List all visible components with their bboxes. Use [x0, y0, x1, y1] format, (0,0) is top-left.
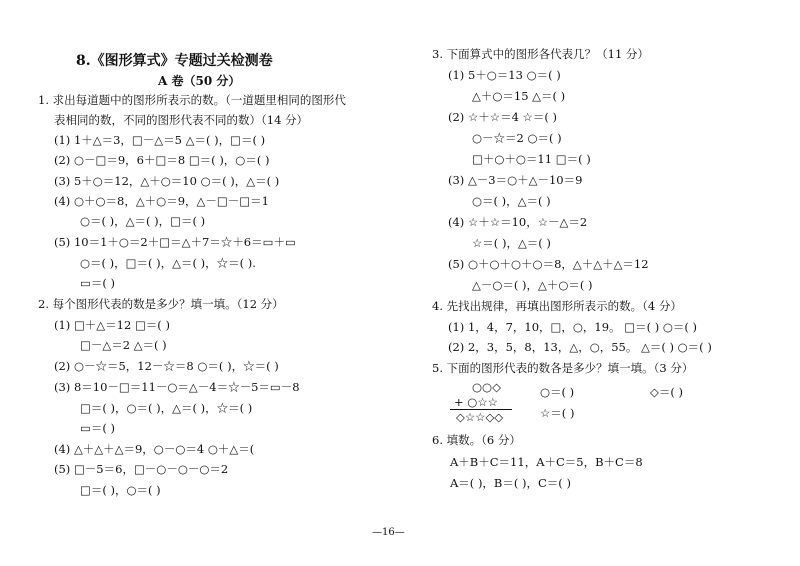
q5-star-answer: ☆＝( ) — [540, 406, 575, 420]
page-title: 8.《图形算式》专题过关检测卷 — [76, 53, 273, 69]
q5-stem: 5. 下面的图形代表的数各是多少？填一填。（3 分） — [432, 361, 694, 375]
q5-vertical-row3: ◇☆☆◇◇ — [456, 410, 504, 424]
q3-part2-line3: □＋○＋○＝11 □＝( ) — [472, 152, 591, 166]
q3-part3: (3) △－3＝○＋△－10＝9 — [448, 173, 583, 187]
q3-part4-answers: ☆＝( )，△＝( ) — [472, 236, 551, 250]
q1-part5-answers: ○＝( )，□＝( )，△＝( )，☆＝( ). — [80, 256, 256, 270]
q3-part5: (5) ○＋○＋○＋○＝8，△＋△＋△＝12 — [448, 257, 649, 271]
q2-part2: (2) ○－☆＝5，12－☆＝8 ○＝( )，☆＝( ) — [54, 359, 279, 373]
q2-part1-line1: (1) □＋△＝12 □＝( ) — [54, 318, 170, 332]
q3-part5-answers: △－○＝( )，△＋○＝( ) — [472, 278, 593, 292]
q5-circle-answer: ○＝( ) — [540, 385, 575, 399]
q6-stem: 6. 填数。（6 分） — [432, 433, 521, 447]
q1-part2: (2) ○－□＝9，6＋□＝8 □＝( )，○＝( ) — [54, 153, 270, 167]
q3-part4: (4) ☆＋☆＝10，☆－△＝2 — [448, 215, 588, 229]
q1-part5-answers-2: ▭＝( ) — [80, 276, 115, 290]
q3-part2-line2: ○－☆＝2 ○＝( ) — [472, 131, 562, 145]
q3-part1-line2: △＋○＝15 △＝( ) — [472, 89, 566, 103]
q1-stem-line1: 1. 求出每道题中的图形所表示的数。（一道题里相同的图形代 — [38, 93, 346, 107]
q2-part3-answers-2: ▭＝( ) — [80, 421, 115, 435]
q3-part1-line1: (1) 5＋○＝13 ○＝( ) — [448, 68, 561, 82]
q2-part5: (5) □－5＝6，□－○－○－○＝2 — [54, 462, 229, 476]
q1-part4-answers: ○＝( )，△＝( )，□＝( ) — [80, 214, 206, 228]
q2-stem: 2. 每个图形代表的数是多少？填一填。（12 分） — [38, 297, 284, 311]
q5-diamond-answer: ◇＝( ) — [650, 385, 683, 399]
q2-part3: (3) 8＝10－□＝11－○＝△－4＝☆－5＝▭－8 — [54, 380, 300, 394]
q6-equations: A＋B＋C＝11，A＋C＝5，B＋C＝8 — [450, 455, 643, 469]
q4-stem: 4. 先找出规律，再填出图形所表示的数。（4 分） — [432, 299, 682, 313]
q6-answers: A＝( )，B＝( )，C＝( ) — [450, 476, 571, 490]
q3-part3-answers: ○＝( )，△＝( ) — [472, 194, 551, 208]
q1-part4: (4) ○＋○＝8，△＋○＝9，△－□－□＝1 — [54, 194, 269, 208]
q1-part5: (5) 10＝1＋○＝2＋□＝△＋7＝☆＋6＝▭＋▭ — [54, 235, 296, 249]
section-a-subtitle: A 卷（50 分） — [158, 74, 241, 88]
q3-stem: 3. 下面算式中的图形各代表几？（11 分） — [432, 47, 649, 61]
q1-part1: (1) 1＋△＝3，□－△＝5 △＝( )，□＝( ) — [54, 133, 266, 147]
q3-part2-line1: (2) ☆＋☆＝4 ☆＝( ) — [448, 110, 557, 124]
q2-part1-line2: □－△＝2 △＝( ) — [80, 338, 167, 352]
q2-part4: (4) △＋△＋△＝9，○－○＝4 ○＋△＝( — [54, 442, 255, 456]
q4-part2: (2) 2，3，5，8，13，△，○，55。 △＝( ) ○＝( ) — [448, 340, 712, 354]
q5-vertical-row2: + ○☆☆ — [454, 395, 498, 409]
q2-part3-answers: □＝( )，○＝( )，△＝( )，☆＝( ) — [80, 401, 253, 415]
q1-stem-line2: 表相同的数，不同的图形代表不同的数）（14 分） — [54, 113, 309, 127]
q2-part5-answers: □＝( )，○＝( ) — [80, 483, 161, 497]
q4-part1: (1) 1，4，7，10，□，○，19。 □＝( ) ○＝( ) — [448, 320, 698, 334]
q1-part3: (3) 5＋○＝12，△＋○＝10 ○＝( )，△＝( ) — [54, 174, 280, 188]
page-number: —16— — [372, 527, 405, 538]
q5-vertical-row1: ○○◇ — [472, 380, 501, 394]
